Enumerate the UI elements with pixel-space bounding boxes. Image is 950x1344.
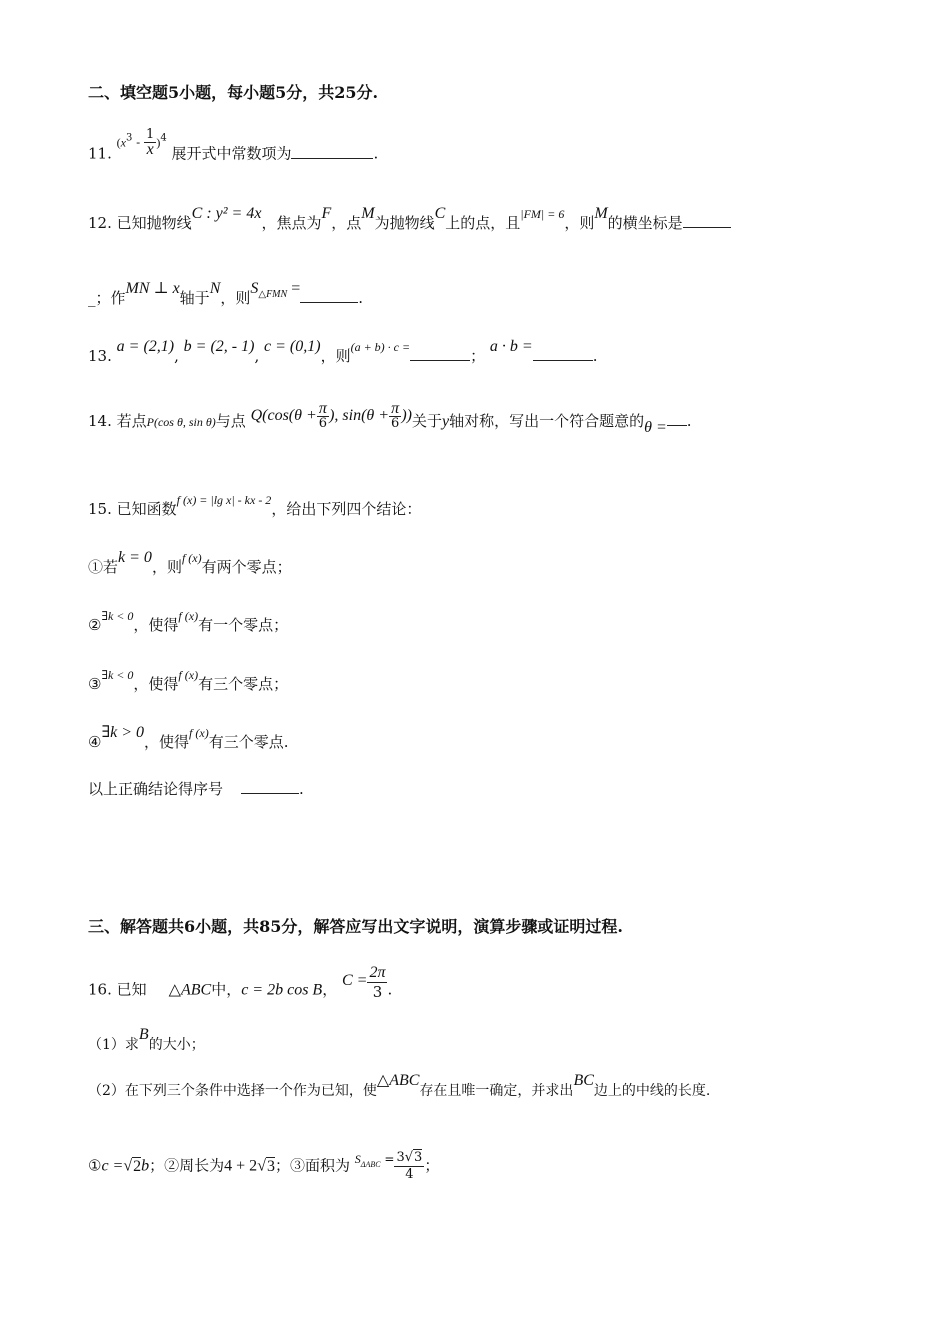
q11-number: 11. <box>88 144 112 163</box>
q15-conclusion: 以上正确结论得序号 . <box>88 780 304 798</box>
question-16: 16. 已知 △ABC中，c = 2b cos B， C = $\frac{2\pi}{3}$ . <box>88 964 393 1001</box>
question-13: 13. a = (2,1), b = (2, - 1), c = (0,1)，则$^{(a + b) \cdot c =}$ ； a · b =. <box>88 338 598 365</box>
question-14: 14. 若点P(cos θ, sin θ)与点 Q(cos(θ + $\frac{\pi}{6}$ ), sin(θ + $\frac{\pi}{6}$ ))关于y轴对称，写出一个符合题意的θ = . <box>88 400 692 436</box>
section-2-heading: 二、填空题5小题，每小题5分，共25分. <box>88 83 379 102</box>
q15-item-3: ③$^{\exists k < 0}$，使得$^{f (x)}$有三个零点； <box>88 668 289 693</box>
q12-number: 12. <box>88 214 112 232</box>
q15-item-4: ④∃k > 0，使得$^{f (x)}$有三个零点. <box>88 724 289 751</box>
q16-part-2: （2）在下列三个条件中选择一个作为已知，使△ABC存在且唯一确定，并求出BC边上的中线的长度. <box>88 1072 711 1099</box>
q16-number: 16. <box>88 980 112 999</box>
question-11: 11. ($x^3$ - $\frac{1}{x}$ )$^4$ 展开式中常数项为 . <box>88 127 379 163</box>
question-12-cont: _；作MN ⊥ x轴于N，则$S_{\triangle FMN}$ =. <box>88 280 363 307</box>
q15-number: 15. <box>88 500 112 518</box>
answer-blank[interactable] <box>300 288 358 303</box>
q15-item-2: ②$^{\exists k < 0}$，使得$^{f (x)}$有一个零点； <box>88 609 289 634</box>
q15-item-1: ①若k = 0，则$^{f (x)}$有两个零点； <box>88 549 292 576</box>
answer-blank[interactable] <box>410 346 470 361</box>
answer-blank[interactable] <box>533 346 593 361</box>
q11-text: 展开式中常数项为 <box>171 144 292 163</box>
question-12: 12. 已知抛物线C : y² = 4x，焦点为F，点M为抛物线C上的点，且$^{|FM| = 6}$，则M的横坐标是 <box>88 212 731 233</box>
q12-curve: C : y² = 4x <box>191 205 262 222</box>
q16-part-1: （1）求B的大小； <box>88 1026 205 1053</box>
q16-conditions: ①c =√2b；②周长为4 + 2√3；③面积为 $S_{\Delta ABC}$ = $\frac{3√3}{4}$ ； <box>88 1150 440 1182</box>
answer-blank[interactable] <box>241 779 299 794</box>
answer-blank[interactable] <box>291 144 373 159</box>
q14-number: 14. <box>88 412 112 430</box>
answer-blank[interactable] <box>667 411 687 426</box>
q13-number: 13. <box>88 347 112 365</box>
question-15: 15. 已知函数$^{f (x) = |lg x| - kx - 2}$，给出下列四个结论： <box>88 493 422 518</box>
answer-blank[interactable] <box>683 213 731 228</box>
section-3-heading: 三、解答题共6小题，共85分，解答应写出文字说明，演算步骤或证明过程. <box>88 917 623 936</box>
q11-expression: ($x^3$ - $\frac{1}{x}$ )$^4$ <box>116 127 167 158</box>
